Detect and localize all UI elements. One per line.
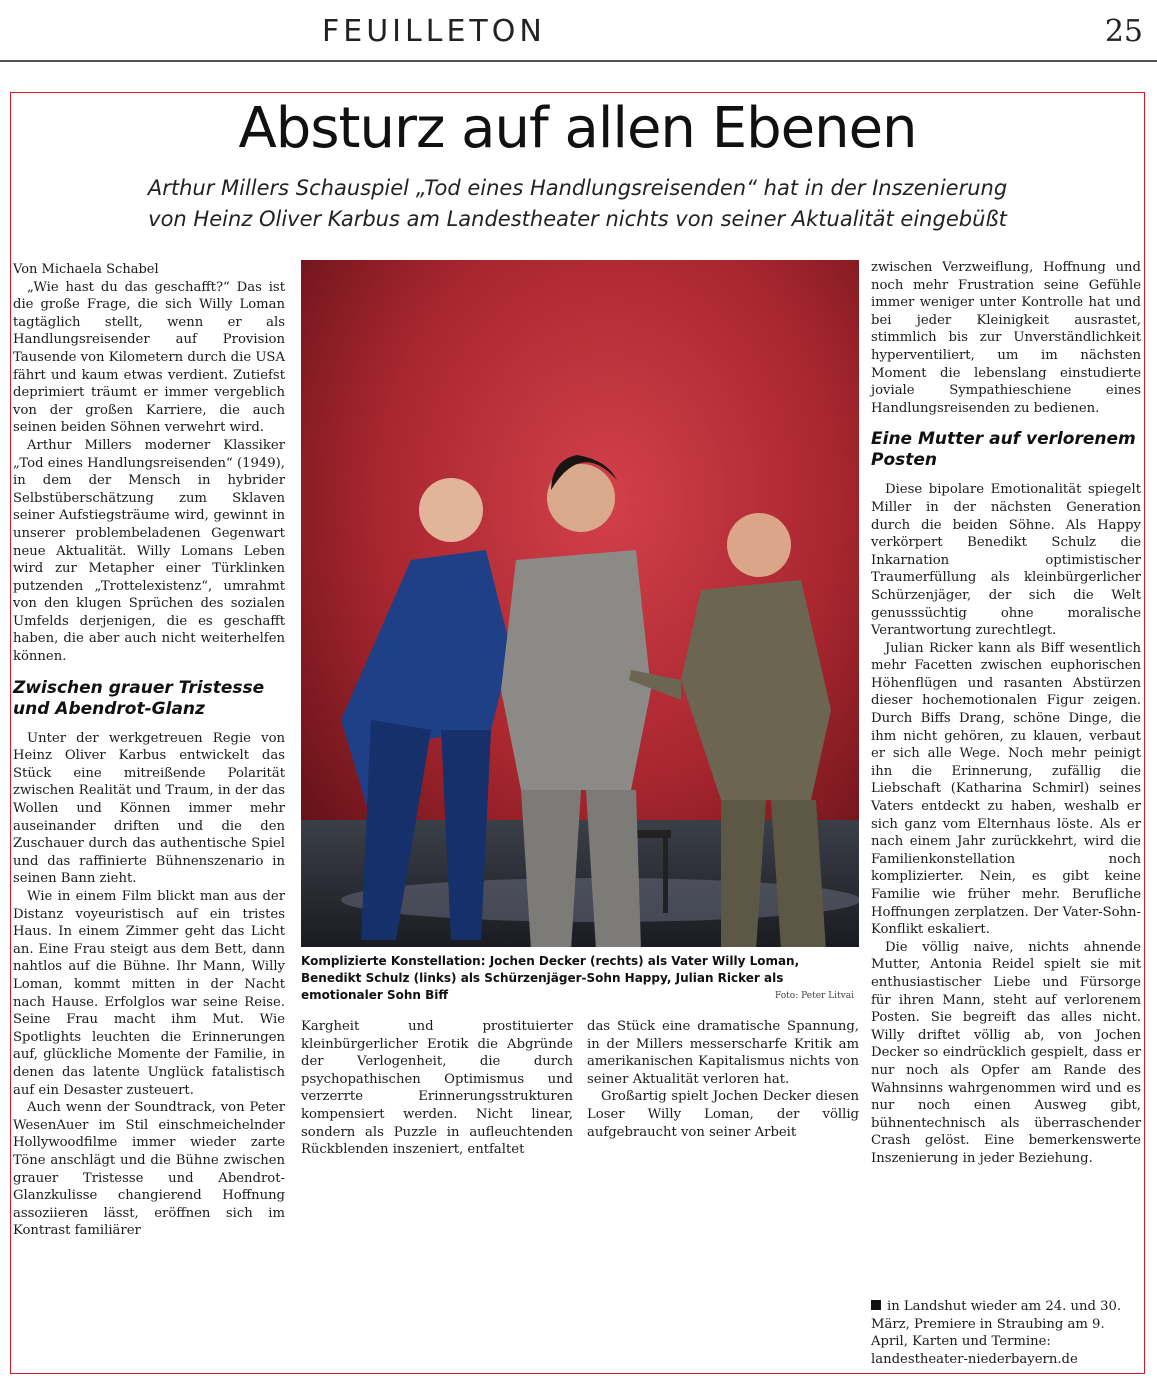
page-number: 25	[1104, 14, 1143, 49]
subheadline-line1: Arthur Millers Schauspiel „Tod eines Handlungsreisenden“ hat in der Inszenierung	[147, 176, 1008, 200]
paragraph: Auch wenn der Soundtrack, von Peter WesenAuer im Stil einschmeichelnder Hollywoodfilme immer wieder zarte Töne anschlägt und die Bühne zwischen grauer Tristesse und Abendrot-Glanzkulisse changierend Hoffnung assoziieren lässt, eröffnen sich im Kontrast familiärer	[13, 1100, 285, 1239]
header-rule	[0, 60, 1157, 62]
paragraph: Diese bipolare Emotionalität spiegelt Miller in der nächsten Generation durch die beiden Söhne. Als Happy verkörpert Benedikt Schulz die Inkarnation optimistischer Traumerfüllung als kleinbürgerlicher Schürzenjäger, der sich die Welt genusssüchtig ohne moralische Verantwortung zurechtlegt.	[871, 482, 1141, 639]
paragraph: Wie in einem Film blickt man aus der Distanz voyeuristisch auf ein tristes Haus. In einem Zimmer geht das Licht an. Eine Frau steigt aus dem Bett, dann nahtlos auf die Bühne. Ihr Mann, Willy Loman, kommt mitten in der Nacht nach Hause. Erfolglos war seine Reise. Seine Frau macht ihm Mut. Wie Spotlights leuchten die Erinnerungen auf, glückliche Momente der Familie, in denen das latente Unglück fatalistisch auf ein Desaster zusteuert.	[13, 889, 285, 1098]
paragraph: Die völlig naive, nichts ahnende Mutter, Antonia Reidel spielt sie mit enthusiastischer Liebe und Fürsorge für ihren Mann, steht auf verlorenem Posten. Sie begreift das alles nicht. Willy driftet völlig ab, von Jochen Decker so eindrücklich gespielt, dass er nur noch als Opfer am Rande des Wahnsinns wahrgenommen wird und es nur noch einen Ausweg gibt, bühnentechnisch als überraschender Crash gelöst. Eine bemerkenswerte Inszenierung in jeder Beziehung.	[871, 939, 1141, 1166]
paragraph: Unter der werkgetreuen Regie von Heinz Oliver Karbus entwickelt das Stück eine mitreißende Polarität zwischen Realität und Traum, in der das Wollen und Können immer mehr auseinander driften und die den Zuschauer durch das authentische Spiel und das raffinierte Bühnenszenario in seinen Bann zieht.	[13, 730, 285, 887]
photo-credit: Foto: Peter Litvai	[775, 991, 854, 1001]
section-title: FEUILLETON	[322, 14, 546, 49]
subheadline-line2: von Heinz Oliver Karbus am Landestheater nichts von seiner Aktualität eingebüßt	[148, 207, 1007, 231]
paragraph: das Stück eine dramatische Spannung, in der Millers messerscharfe Kritik am amerikanischen Kapitalismus nichts von seiner Aktualität verloren hat.	[587, 1019, 859, 1087]
column-2	[301, 1018, 573, 1159]
stage-photo	[301, 260, 859, 947]
square-bullet-icon	[871, 1300, 881, 1310]
info-text: in Landshut wieder am 24. und 30. März, Premiere in Straubing am 9. April, Karten und Termine: landestheater-niederbayern.de	[871, 1299, 1122, 1367]
byline: Von Michaela Schabel	[13, 262, 159, 277]
column-4	[871, 259, 1141, 1168]
paragraph: „Wie hast du das geschafft?“ Das ist die große Frage, die sich Willy Loman tagtäglich stellt, wenn er als Handlungsreisender auf Provision Tausende von Kilometern durch die USA fährt und kaum etwas verdient. Zutiefst deprimiert träumt er immer vergeblich von der großen Karriere, die auch seinen beiden Söhnen verwehrt wird.	[13, 279, 285, 436]
subheadline	[11, 173, 1144, 235]
headline: Absturz auf allen Ebenen	[238, 96, 917, 161]
paragraph: Julian Ricker kann als Biff wesentlich mehr Facetten zwischen euphorischen Höhenflügen und rasanten Abstürzen dieser hochemotionalen Figur zeigen. Durch Biffs Drang, schöne Dinge, die ihm nicht gehören, zu klauen, verbaut er sich alle Wege. Noch mehr peinigt ihn die Erinnerung, zufällig die Liebschaft (Katharina Schmirl) seines Vaters entdeckt zu haben, weshalb er sich ganz vom Elternhaus löste. Als er nach einem Jahr zurückkehrt, wird die Familienkonstellation noch komplizierter. Nein, es gibt keine Familie wie früher mehr. Berufliche Hoffnungen zerplatzen. Der Vater-Sohn-Konflikt eskaliert.	[871, 640, 1141, 938]
photo-caption: Komplizierte Konstellation: Jochen Decker (rechts) als Vater Willy Loman, Benedikt Schulz (links) als Schürzenjäger-Sohn Happy, Julian Ricker als emotionaler Sohn Biff	[301, 954, 800, 1002]
paragraph: Großartig spielt Jochen Decker diesen Loser Willy Loman, der völlig aufgebraucht von seiner Arbeit	[587, 1089, 859, 1140]
page-header	[0, 0, 1157, 62]
article-frame	[10, 92, 1145, 1374]
section-heading: Zwischen grauer Tristesse und Abendrot-Glanz	[13, 677, 265, 719]
paragraph: Arthur Millers moderner Klassiker „Tod eines Handlungsreisenden“ (1949), in dem der Mensch in hybrider Selbstüberschätzung zum Sklaven seiner Aufstiegsträume wird, gewinnt in unserer problembeladenen Gegenwart neue Aktualität. Willy Lomans Leben wird zur Metapher einer Türklinken putzenden „Trottelexistenz“, umrahmt von den klugen Sprüchen des sozialen Umfelds derjenigen, die es geschafft haben, die aber auch nicht weiterhelfen können.	[13, 437, 285, 665]
paragraph: Kargheit und prostituierter kleinbürgerlicher Erotik die Abgründe der Verlogenheit, die durch psychopathischen Optimismus und verzerrte Erinnerungsstrukturen kompensiert werden. Nicht linear, sondern als Puzzle in aufleuchtenden Rückblenden inszeniert, entfaltet	[301, 1019, 573, 1158]
column-1	[13, 261, 285, 1240]
paragraph: zwischen Verzweiflung, Hoffnung und noch mehr Frustration seine Gefühle immer weniger unter Kontrolle hat und bei jeder Kleinigkeit ausrastet, stimmlich bis zur Unverständlichkeit hyperventiliert, um im nächsten Moment die lebenslang einstudierte joviale Sympathieschiene eines Handlungsreisenden zu bedienen.	[871, 260, 1141, 416]
info-box	[871, 1298, 1141, 1368]
stage-photo-image	[301, 260, 859, 947]
column-3	[587, 1018, 859, 1141]
section-heading: Eine Mutter auf verlorenem Posten	[871, 429, 1136, 471]
